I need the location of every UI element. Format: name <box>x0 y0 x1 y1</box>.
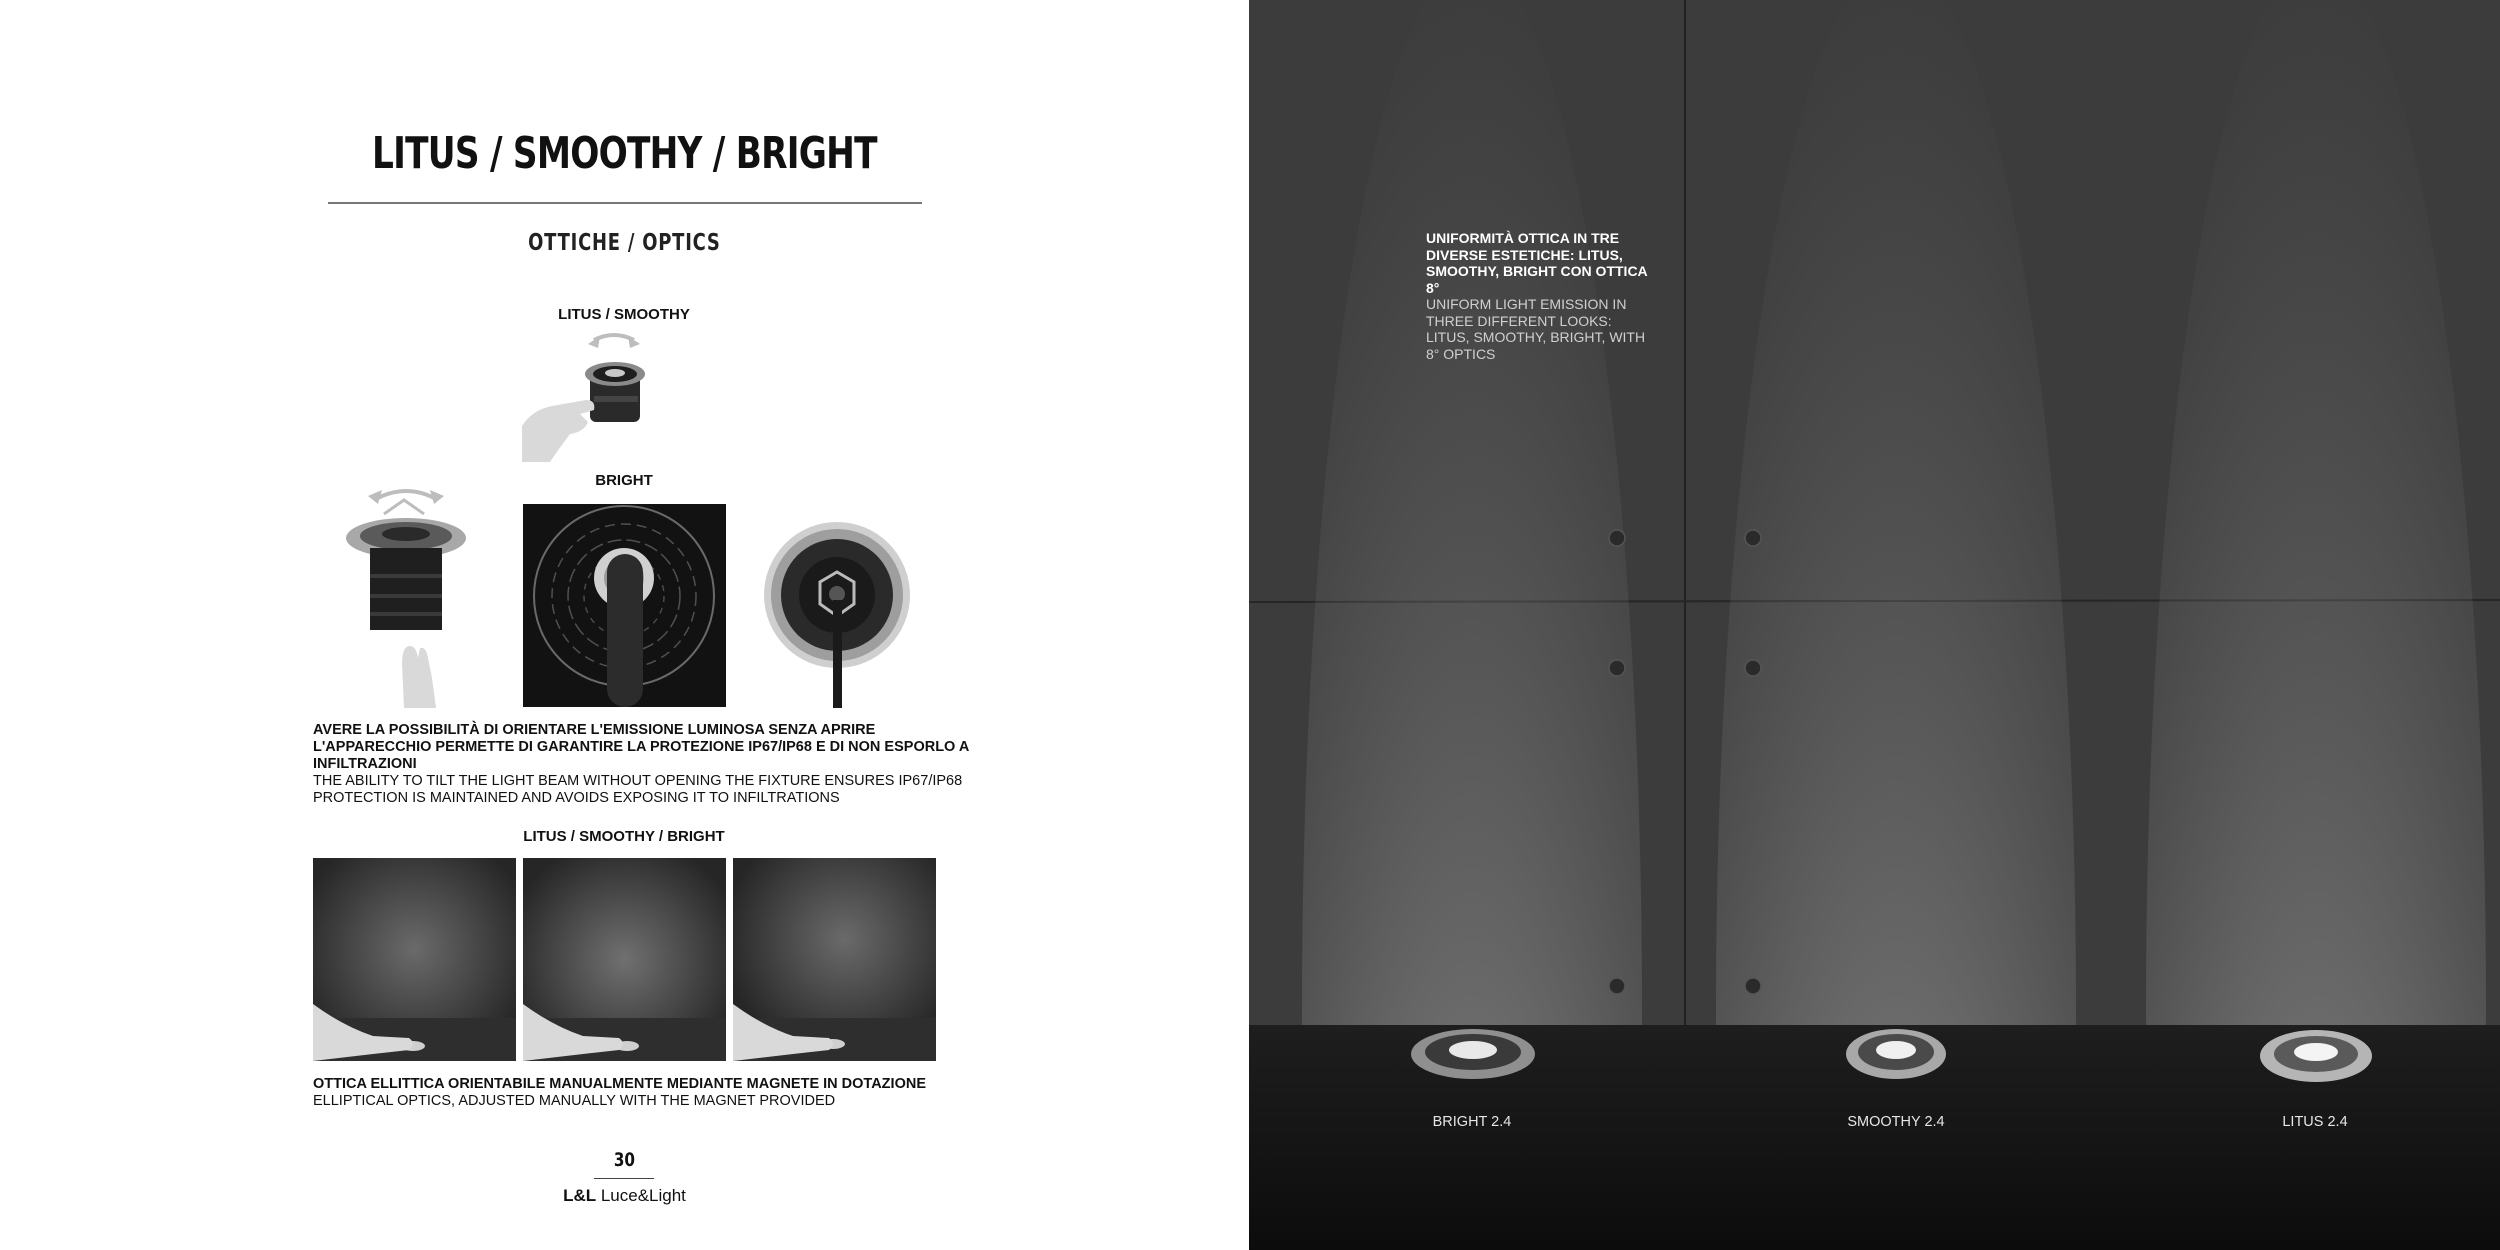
fixture-body <box>585 362 645 422</box>
wall-with-fixtures-photo <box>1249 0 2500 1250</box>
beam-photo-3 <box>733 858 936 1061</box>
bright-label-photo: BRIGHT 2.4 <box>1432 1114 1512 1130</box>
bright-label: BRIGHT <box>595 472 653 489</box>
page-title: LITUS / SMOOTHY / BRIGHT <box>372 128 877 179</box>
left-page <box>0 0 1249 1250</box>
beam-photo-2 <box>523 858 726 1061</box>
optics-description <box>313 1076 953 1110</box>
hand-shape <box>402 646 436 708</box>
litus-smoothy-bright-label: LITUS / SMOOTHY / BRIGHT <box>523 828 725 845</box>
litus-fixture <box>2260 1030 2372 1082</box>
beam-photo-1 <box>313 858 516 1061</box>
optics-text-it: OTTICA ELLITTICA ORIENTABILE MANUALMENTE MEDIANTE MAGNETE IN DOTAZIONE <box>313 1076 926 1092</box>
adjustability-text-it: AVERE LA POSSIBILITÀ DI ORIENTARE L'EMISSIONE LUMINOSA SENZA APRIRE L'APPARECCHIO PERMETTE DI GARANTIRE LA PROTEZIONE IP67/IP68 E DI NON ESPORLO A INFILTRAZIONI <box>313 722 969 772</box>
section-subtitle: OTTICHE / OPTICS <box>528 230 721 256</box>
wall-caption-en: UNIFORM LIGHT EMISSION IN THREE DIFFERENT LOOKS: LITUS, SMOOTHY, BRIGHT, WITH 8° OPTICS <box>1426 296 1646 362</box>
bright-tilt-illustration <box>340 478 470 708</box>
page-number-rule <box>594 1178 654 1179</box>
brand-bold: L&L <box>563 1186 597 1205</box>
bright-magnet-photo <box>523 504 726 707</box>
wall-caption <box>1426 230 1656 362</box>
wall-caption-it: UNIFORMITÀ OTTICA IN TRE DIVERSE ESTETICHE: LITUS, SMOOTHY, BRIGHT CON OTTICA 8° <box>1426 230 1648 296</box>
litus-smoothy-tilt-illustration <box>522 330 672 462</box>
litus-label-photo: LITUS 2.4 <box>2282 1114 2348 1130</box>
tilt-arrow-icon <box>588 335 640 348</box>
smoothy-label-photo: SMOOTHY 2.4 <box>1847 1114 1945 1130</box>
brand-regular: Luce&Light <box>600 1186 686 1205</box>
adjustability-text-en: THE ABILITY TO TILT THE LIGHT BEAM WITHOUT OPENING THE FIXTURE ENSURES IP67/IP68 PROTECTION IS MAINTAINED AND AVOIDS EXPOSING IT TO INFILTRATIONS <box>313 773 963 806</box>
bright-fixture <box>1411 1029 1535 1079</box>
page-number: 30 <box>613 1149 635 1171</box>
title-divider <box>328 202 922 204</box>
optics-text-en: ELLIPTICAL OPTICS, ADJUSTED MANUALLY WITH THE MAGNET PROVIDED <box>313 1093 836 1109</box>
tilt-arrow-icon <box>368 490 444 514</box>
adjustability-description <box>313 722 973 807</box>
right-page-photo <box>1249 0 2500 1250</box>
smoothy-fixture <box>1846 1029 1946 1079</box>
bright-fixture-magnet-illustration <box>762 522 912 708</box>
hand-shape <box>522 400 594 462</box>
brand-footer <box>0 1186 1249 1206</box>
litus-smoothy-label: LITUS / SMOOTHY <box>558 306 690 323</box>
